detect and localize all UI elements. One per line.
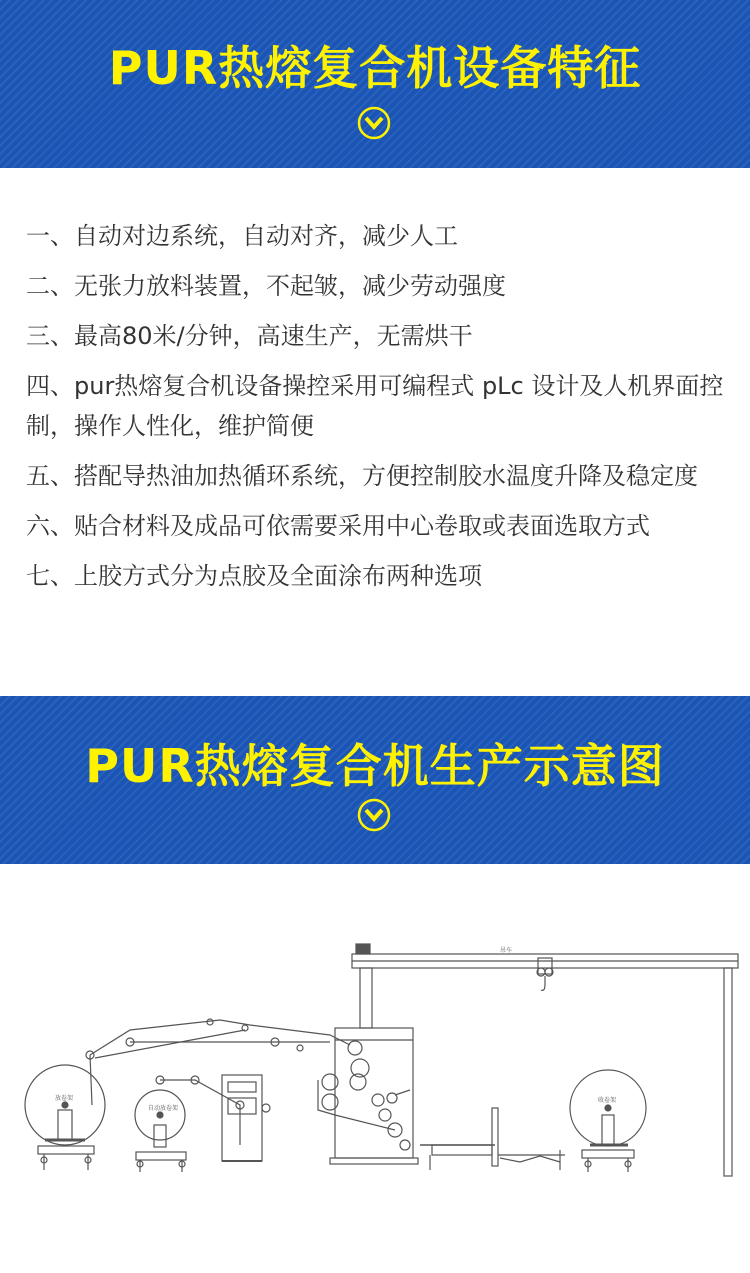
crane-label: 吊车 bbox=[500, 947, 513, 954]
header-banner-features bbox=[0, 0, 750, 168]
feature-item: 六、贴合材料及成品可依需要采用中心卷取或表面选取方式 bbox=[26, 512, 650, 540]
feature-list bbox=[26, 216, 732, 606]
feature-item: 四、pur热熔复合机设备操控采用可编程式 pLc 设计及人机界面控制，操作人性化，维护简便 bbox=[26, 372, 724, 440]
feature-item: 三、最高80米/分钟，高速生产，无需烘干 bbox=[26, 322, 473, 350]
section-title-diagram: PUR热熔复合机生产示意图 bbox=[85, 739, 665, 793]
unwind-roll-left bbox=[25, 1065, 105, 1170]
feature-item: 五、搭配导热油加热循环系统，方便控制胶水温度升降及稳定度 bbox=[26, 462, 698, 490]
feature-item: 二、无张力放料装置，不起皱，减少劳动强度 bbox=[26, 272, 506, 300]
roll-right-label: 收卷架 bbox=[598, 1097, 617, 1104]
conveyor-table bbox=[420, 1108, 565, 1170]
section-title-features: PUR热熔复合机设备特征 bbox=[108, 41, 642, 95]
feature-item: 七、上胶方式分为点胶及全面涂布两种选项 bbox=[26, 562, 482, 590]
control-cabinet bbox=[222, 1075, 270, 1161]
header-banner-diagram bbox=[0, 696, 750, 864]
overhead-crane bbox=[352, 944, 738, 1176]
laminator-body bbox=[318, 1028, 418, 1164]
chevron-down-circle-icon bbox=[357, 798, 391, 832]
roll-middle-label: 自动放卷架 bbox=[148, 1105, 179, 1112]
rewind-roll-right bbox=[570, 1070, 646, 1172]
production-line-diagram bbox=[0, 930, 750, 1180]
feature-item: 一、自动对边系统，自动对齐，减少人工 bbox=[26, 222, 458, 250]
chevron-down-circle-icon bbox=[357, 106, 391, 140]
roll-left-label: 放卷架 bbox=[55, 1095, 74, 1102]
